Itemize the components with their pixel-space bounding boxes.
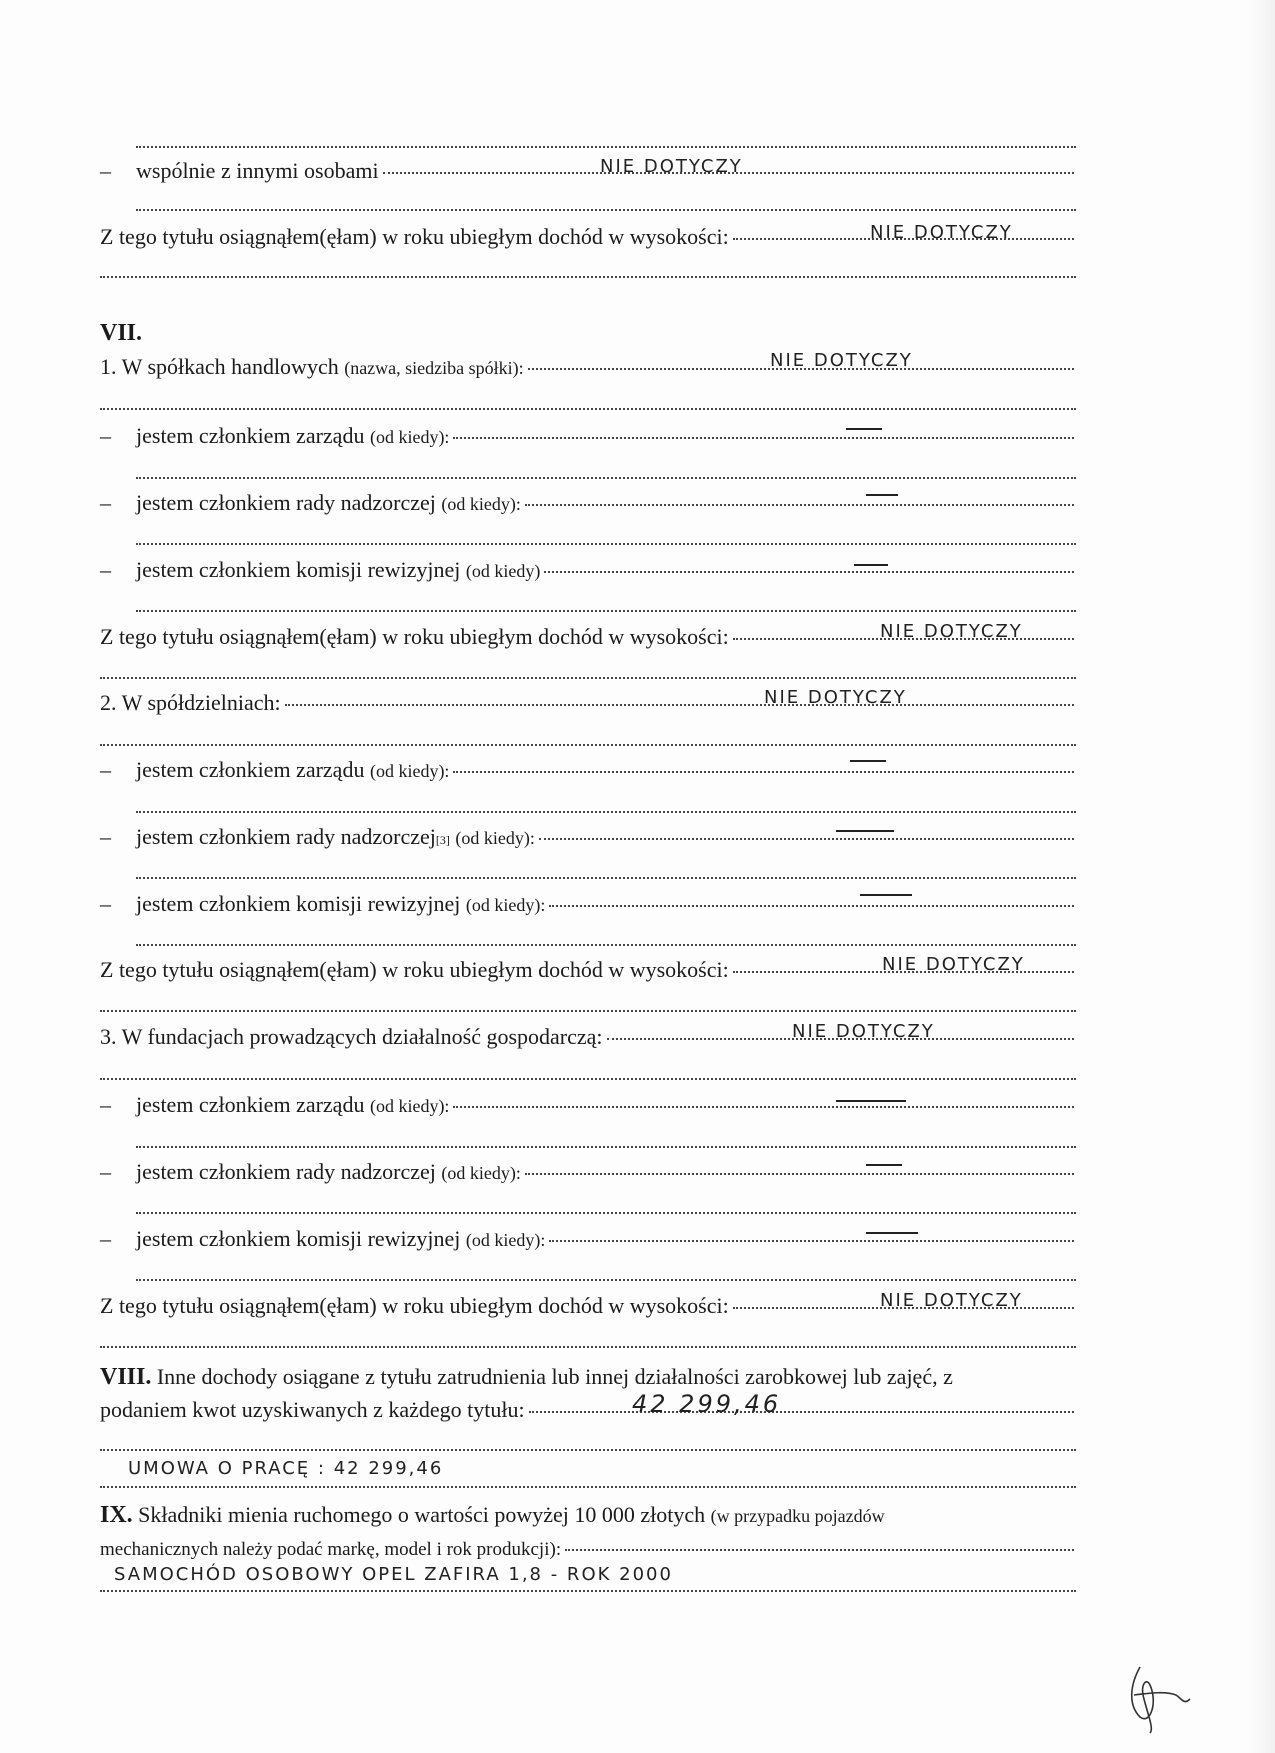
form-row <box>100 1090 1076 1120</box>
dotted-line <box>100 1449 1076 1451</box>
dotted-line <box>136 209 1076 211</box>
handwritten-answer: NIE DOTYCZY <box>792 1021 935 1042</box>
od-kiedy-note: (od kiedy): <box>369 761 450 781</box>
dotted-line <box>136 1279 1076 1281</box>
dotted-line <box>100 744 1076 746</box>
viii-line1: Inne dochody osiągane z tytułu zatrudnienia lub innej działalności zarobkowej lub zajęć, z <box>156 1364 953 1389</box>
form-row <box>100 755 1076 785</box>
dotted-line <box>136 610 1076 612</box>
dash-marker: – <box>100 557 111 582</box>
od-kiedy-note: (od kiedy): <box>441 1163 521 1183</box>
dotted-line <box>100 1346 1076 1348</box>
ix-line1: Składniki mienia ruchomego o wartości powyżej 10 000 złotych <box>138 1502 706 1527</box>
dash-marker: – <box>100 423 111 448</box>
zarzad-label: jestem członkiem zarządu <box>136 757 365 782</box>
handwritten-dash <box>836 1100 906 1102</box>
dotted-line <box>100 677 1076 679</box>
dotted-line <box>100 408 1076 410</box>
fill-dots <box>565 1548 1074 1551</box>
dash-marker: – <box>100 1226 111 1251</box>
od-kiedy-note: (od kiedy): <box>369 1096 450 1116</box>
komisja-label: jestem członkiem komisji rewizyjnej <box>136 891 461 916</box>
footnote-ref: [3] <box>435 833 450 847</box>
handwritten-detail: UMOWA O PRACĘ : 42 299,46 <box>128 1458 444 1479</box>
od-kiedy-note: (od kiedy): <box>465 895 546 915</box>
fill-dots <box>525 503 1074 506</box>
handwritten-dash <box>850 760 886 762</box>
dochod-label: Z tego tytułu osiągnąłem(ęłam) w roku ubiegłym dochód w wysokości: <box>100 957 729 982</box>
ix-line1-note: (w przypadku pojazdów <box>710 1506 885 1526</box>
section-heading-viii: VIII. <box>100 1364 152 1390</box>
section-heading-ix: IX. <box>100 1502 133 1528</box>
dash-marker: – <box>100 824 111 849</box>
wspolnie-label: wspólnie z innymi osobami <box>136 158 379 183</box>
handwritten-answer: NIE DOTYCZY <box>870 222 1013 243</box>
dash-marker: – <box>100 158 111 183</box>
handwritten-dash <box>866 1164 902 1166</box>
dash-marker: – <box>100 1092 111 1117</box>
form-row <box>100 889 1076 919</box>
handwritten-dash <box>854 564 888 566</box>
dash-marker: – <box>100 757 111 782</box>
handwritten-answer: NIE DOTYCZY <box>770 350 913 371</box>
dotted-line <box>100 1590 1076 1592</box>
fill-dots <box>544 570 1074 573</box>
fill-dots <box>525 1172 1074 1175</box>
handwritten-answer: NIE DOTYCZY <box>880 1290 1023 1311</box>
fill-dots <box>453 1105 1074 1108</box>
dotted-line <box>136 543 1076 545</box>
dotted-line <box>136 477 1076 479</box>
handwritten-dash <box>846 428 882 430</box>
fill-dots <box>549 904 1074 907</box>
od-kiedy-note: (od kiedy): <box>441 494 521 514</box>
dotted-line <box>100 1078 1076 1080</box>
dotted-line <box>136 877 1076 879</box>
form-row <box>100 421 1076 451</box>
handwritten-answer: NIE DOTYCZY <box>600 156 743 177</box>
handwritten-dash <box>866 494 898 496</box>
dochod-label: Z tego tytułu osiągnąłem(ęłam) w roku ubiegłym dochód w wysokości: <box>100 1293 729 1318</box>
fill-dots <box>539 837 1074 840</box>
s1-label: 1. W spółkach handlowych <box>100 354 339 379</box>
od-kiedy-note: (od kiedy): <box>465 1230 546 1250</box>
komisja-label: jestem członkiem komisji rewizyjnej <box>136 557 461 582</box>
handwritten-vehicle: SAMOCHÓD OSOBOWY OPEL ZAFIRA 1,8 - ROK 2000 <box>114 1564 673 1585</box>
form-row <box>100 1157 1076 1187</box>
handwritten-dash <box>866 1232 918 1234</box>
dochod-label: Z tego tytułu osiągnąłem(ęłam) w roku ubiegłym dochód w wysokości: <box>100 624 729 649</box>
dash-marker: – <box>100 1159 111 1184</box>
handwritten-dash <box>860 894 912 896</box>
form-row <box>100 1500 1076 1530</box>
fill-dots <box>453 770 1074 773</box>
viii-line2: podaniem kwot uzyskiwanych z każdego tytułu: <box>100 1397 525 1422</box>
fill-dots <box>549 1239 1074 1242</box>
fill-dots <box>529 1410 1074 1413</box>
form-row <box>100 352 1076 382</box>
form-row <box>100 488 1076 518</box>
form-row <box>100 688 1076 718</box>
zarzad-label: jestem członkiem zarządu <box>136 423 365 448</box>
rada-label: jestem członkiem rady nadzorczej <box>136 490 436 515</box>
signature <box>1110 1655 1200 1735</box>
section-heading-vii: VII. <box>100 320 143 346</box>
s1-note: (nazwa, siedziba spółki): <box>344 358 524 378</box>
od-kiedy-note: (od kiedy) <box>465 561 541 581</box>
od-kiedy-note: (od kiedy): <box>369 427 450 447</box>
handwritten-amount: 42 299,46 <box>632 1390 782 1418</box>
dash-marker: – <box>100 891 111 916</box>
handwritten-answer: NIE DOTYCZY <box>880 621 1023 642</box>
rada-label: jestem członkiem rady nadzorczej <box>136 1159 436 1184</box>
s3-label: 3. W fundacjach prowadzących działalność gospodarczą: <box>100 1024 603 1049</box>
page-edge-shadow <box>1247 0 1275 1753</box>
zarzad-label: jestem członkiem zarządu <box>136 1092 365 1117</box>
form-row <box>100 1395 1076 1425</box>
fill-dots <box>453 436 1074 439</box>
fill-dots <box>285 703 1074 706</box>
dotted-line <box>136 1146 1076 1148</box>
dotted-line <box>136 1212 1076 1214</box>
handwritten-answer: NIE DOTYCZY <box>764 687 907 708</box>
form-row <box>100 555 1076 585</box>
form-row <box>100 156 1076 186</box>
dash-marker: – <box>100 490 111 515</box>
ix-line2: mechanicznych należy podać markę, model i rok produkcji): <box>100 1539 562 1560</box>
dotted-line <box>136 811 1076 813</box>
handwritten-answer: NIE DOTYCZY <box>882 954 1025 975</box>
dochod-label: Z tego tytułu osiągnąłem(ęłam) w roku ubiegłym dochód w wysokości: <box>100 224 729 249</box>
dotted-line <box>100 276 1076 278</box>
dotted-line <box>100 1486 1076 1488</box>
dotted-line <box>136 146 1076 148</box>
form-row <box>100 1362 1076 1392</box>
komisja-label: jestem członkiem komisji rewizyjnej <box>136 1226 461 1251</box>
handwritten-dash <box>836 830 894 832</box>
s2-label: 2. W spółdzielniach: <box>100 690 281 715</box>
form-row <box>100 1224 1076 1254</box>
form-row <box>100 822 1076 852</box>
form-row <box>100 1535 1076 1565</box>
od-kiedy-note: (od kiedy): <box>455 828 535 848</box>
rada-label: jestem członkiem rady nadzorczej <box>136 824 436 849</box>
dotted-line <box>100 1010 1076 1012</box>
dotted-line <box>136 944 1076 946</box>
